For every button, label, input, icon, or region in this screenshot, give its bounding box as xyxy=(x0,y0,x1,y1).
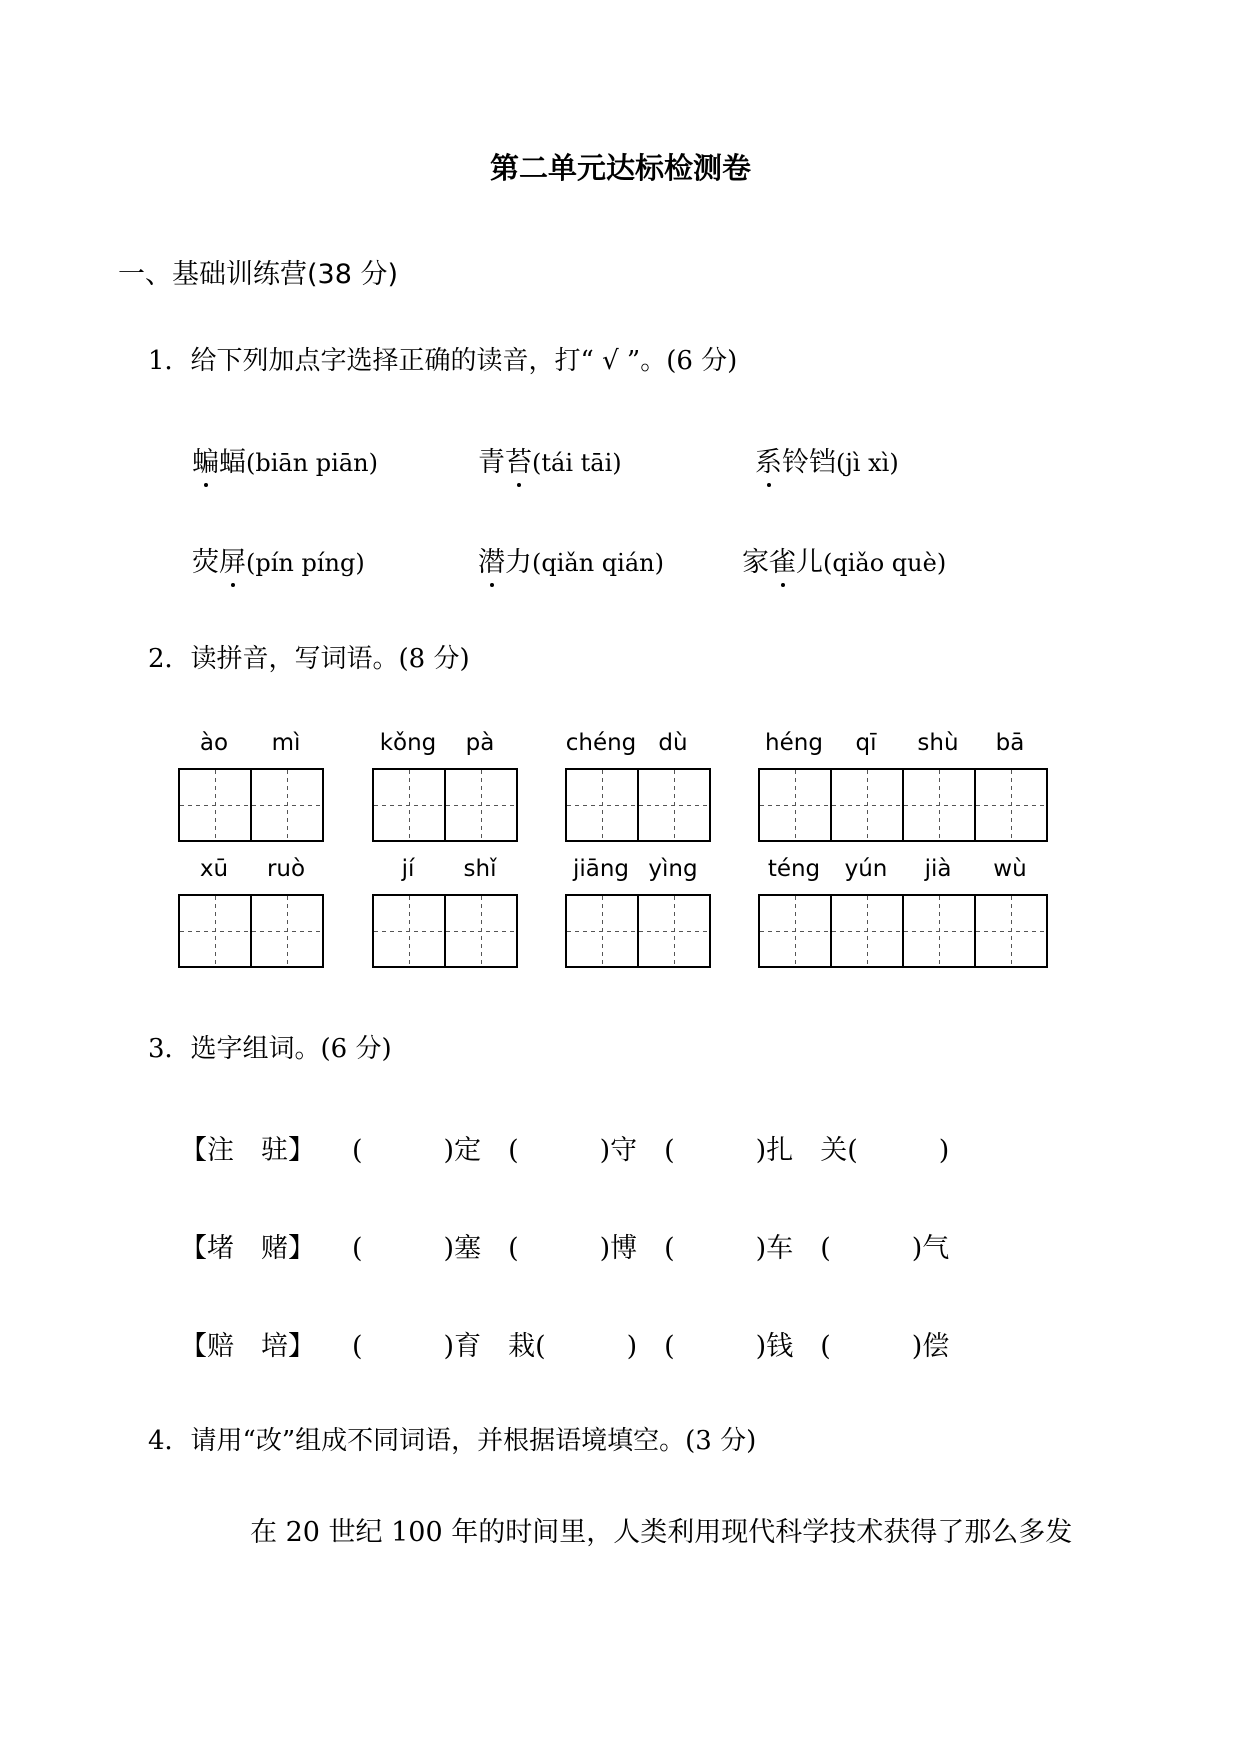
pinyin-grid: héng qī shù bā xyxy=(758,730,1048,842)
writing-cell[interactable] xyxy=(902,770,974,840)
writing-cell[interactable] xyxy=(830,770,902,840)
writing-boxes xyxy=(372,768,518,842)
question-2-prompt: 2．读拼音，写词语。(8 分) xyxy=(148,644,470,674)
blank-line[interactable]: ( )定 ( )守 ( )扎 关( ) xyxy=(352,1135,950,1166)
q1-item[interactable]: 荧屏(pín píng) xyxy=(192,540,365,579)
q1-item[interactable]: 系铃铛(jì xì) xyxy=(755,440,899,479)
dotted-char: 系 xyxy=(755,440,782,479)
writing-cell[interactable] xyxy=(250,896,322,966)
char-pair-label: 【注 驻】 xyxy=(180,1135,315,1166)
dotted-char: 苔 xyxy=(505,440,532,479)
dotted-char: 潜 xyxy=(478,540,505,579)
dotted-char: 屏 xyxy=(219,540,246,579)
dotted-char: 蝙 xyxy=(192,440,219,479)
writing-cell[interactable] xyxy=(902,896,974,966)
blank-line[interactable]: ( )塞 ( )博 ( )车 ( )气 xyxy=(352,1233,950,1264)
section-heading: 一、基础训练营(38 分) xyxy=(118,259,399,290)
pinyin-grid: téng yún jià wù xyxy=(758,856,1048,968)
writing-cell[interactable] xyxy=(637,770,709,840)
page-title: 第二单元达标检测卷 xyxy=(489,151,751,185)
writing-cell[interactable] xyxy=(180,770,250,840)
writing-boxes xyxy=(565,894,711,968)
writing-cell[interactable] xyxy=(760,896,830,966)
writing-boxes xyxy=(565,768,711,842)
q3-row xyxy=(180,1324,949,1363)
question-1-prompt: 1．给下列加点字选择正确的读音，打“ √ ”。(6 分) xyxy=(148,346,738,376)
blank-line[interactable]: ( )育 栽( ) ( )钱 ( )偿 xyxy=(352,1331,950,1362)
writing-cell[interactable] xyxy=(974,896,1046,966)
pinyin-grid: jí shǐ xyxy=(372,856,518,968)
pinyin-grid: chéng dù xyxy=(565,730,711,842)
writing-cell[interactable] xyxy=(637,896,709,966)
writing-cell[interactable] xyxy=(444,770,516,840)
writing-cell[interactable] xyxy=(180,896,250,966)
question-4-prompt: 4．请用“改”组成不同词语，并根据语境填空。(3 分) xyxy=(148,1426,757,1456)
writing-cell[interactable] xyxy=(374,770,444,840)
q3-row xyxy=(180,1226,949,1265)
writing-cell[interactable] xyxy=(830,896,902,966)
pinyin-grid: xū ruò xyxy=(178,856,324,968)
char-pair-label: 【堵 赌】 xyxy=(180,1233,315,1264)
writing-cell[interactable] xyxy=(974,770,1046,840)
dotted-char: 雀 xyxy=(769,540,796,579)
q1-item[interactable]: 蝙蝠(biān piān) xyxy=(192,440,378,479)
writing-cell[interactable] xyxy=(567,896,637,966)
passage-text: 在 20 世纪 100 年的时间里，人类利用现代科学技术获得了那么多发 xyxy=(250,1517,1073,1548)
writing-cell[interactable] xyxy=(374,896,444,966)
writing-boxes xyxy=(758,894,1048,968)
writing-cell[interactable] xyxy=(567,770,637,840)
question-3-prompt: 3．选字组词。(6 分) xyxy=(148,1034,392,1064)
writing-cell[interactable] xyxy=(444,896,516,966)
writing-cell[interactable] xyxy=(250,770,322,840)
q1-item[interactable]: 家雀儿(qiǎo què) xyxy=(742,540,946,579)
pinyin-grid: kǒng pà xyxy=(372,730,518,842)
writing-boxes xyxy=(178,768,324,842)
writing-cell[interactable] xyxy=(760,770,830,840)
pinyin-grid: ào mì xyxy=(178,730,324,842)
q1-item[interactable]: 潜力(qiǎn qián) xyxy=(478,540,664,579)
pinyin-grid: jiāng yìng xyxy=(565,856,711,968)
char-pair-label: 【赔 培】 xyxy=(180,1331,315,1362)
writing-boxes xyxy=(178,894,324,968)
q1-item[interactable]: 青苔(tái tāi) xyxy=(478,440,622,479)
writing-boxes xyxy=(758,768,1048,842)
writing-boxes xyxy=(372,894,518,968)
q3-row xyxy=(180,1128,949,1167)
